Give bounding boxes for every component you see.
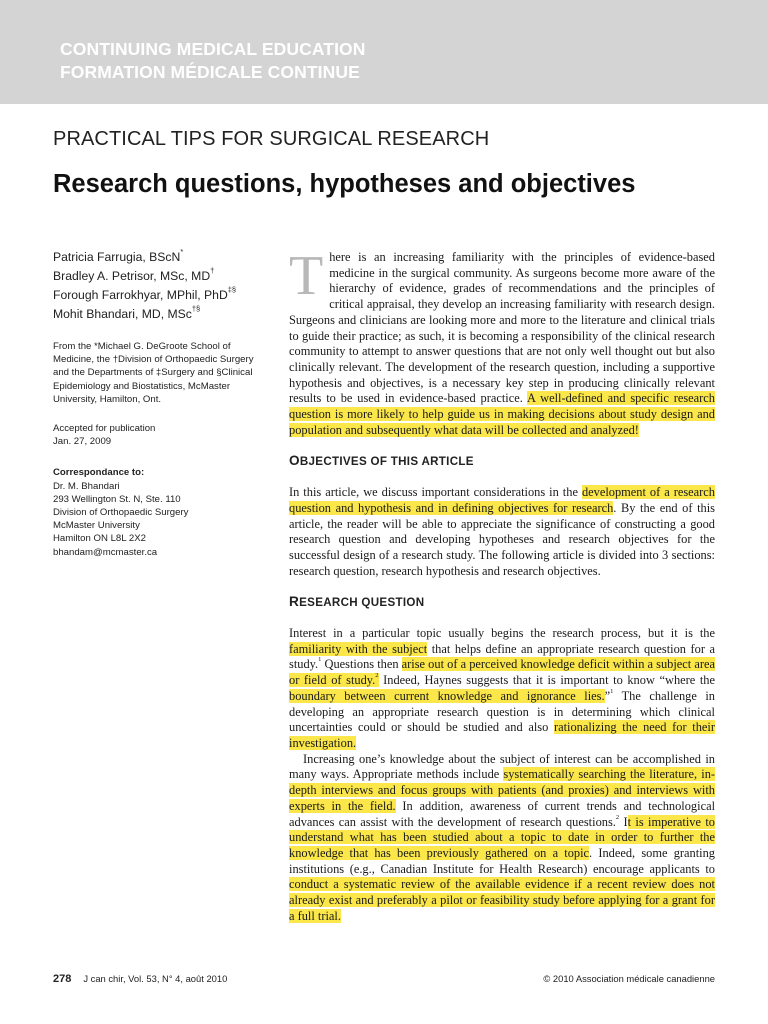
drop-cap: T <box>289 245 324 307</box>
author-list <box>53 248 268 324</box>
correspondence-line: Hamilton ON L8L 2X2 <box>53 533 146 545</box>
section-banner <box>0 0 768 104</box>
author-affiliation: From the *Michael G. DeGroote School of Medicine, the †Division of Orthopaedic Surgery and the Departments of ‡Surgery and §Clinical Epidemiology and Biostatistics, McMaster University, Hamilton, Ont. <box>53 341 254 405</box>
banner-title-french: FORMATION MÉDICALE CONTINUE <box>60 62 360 82</box>
reference-marker: 1 <box>318 656 322 664</box>
highlighted-text: t is imperative to understand what has been studied about a topic to date in order to further the knowledge that has been previously gathered on a topic <box>289 814 715 860</box>
correspondence-line: Division of Orthopaedic Surgery <box>53 507 189 519</box>
correspondence-email[interactable]: bhandam@mcmaster.ca <box>53 546 158 558</box>
author-sidebar <box>53 248 268 559</box>
correspondence-line: 293 Wellington St. N, Ste. 110 <box>53 493 181 505</box>
author-name: Bradley A. Petrisor, MSc, MD† <box>53 266 215 283</box>
correspondence-block <box>53 466 268 558</box>
footer-citation: 278 J can chir, Vol. 53, N° 4, août 2010 <box>53 973 228 985</box>
research-question-paragraph: Interest in a particular topic usually begins the research process, but it is the familiarity with the subject that helps define an appropriate research question for a study.$^1$ Questions then arise out of a perceived knowledge deficit within a subject area or field of study.$^2$ Indeed, Haynes suggests that it is important to know “where the boundary between current knowledge and ignorance lies.”$^1$ The challenge in developing an appropriate research question is in determining which clinical uncertainties could or should be studied and also rationalizing the need for their investigation. <box>289 626 715 750</box>
correspondence-line: McMaster University <box>53 520 140 532</box>
accepted-date: Accepted for publication Jan. 27, 2009 <box>53 423 156 448</box>
highlighted-text: familiarity with the subject <box>289 641 428 656</box>
highlighted-text: A well-defined and specific research question is more likely to help guide us in making decisions about study design and population and subsequently what data will be collected and analyzed! <box>289 391 716 437</box>
intro-paragraph: There is an increasing familiarity with the principles of evidence-based medicine in the surgical community. As surgeons become more aware of the hierarchy of evidence, grades of recommendations and the principles of critical appraisal, they develop an increasing familiarity with research design. Surgeons and clinicians are looking more and more to the literature and clinical trials to guide their practice; as such, it is becoming a responsibility of the clinical research community to attempt to answer questions that are not only well thought out but also clinically relevant. The development of the research question, including a supportive hypothesis and objectives, is a necessary key step in producing clinically relevant results to be used in evidence-based practice. A well-defined and specific research question is more likely to help guide us in making decisions about study design and population and subsequently what data will be collected and analyzed! <box>289 245 716 437</box>
objectives-paragraph: In this article, we discuss important considerations in the development of a research question and hypothesis and in defining objectives for research. By the end of this article, the reader will be able to appreciate the significance of constructing a good research question and developing hypotheses and research objectives for the successful design of a research study. The following article is divided into 3 sections: research question, research hypothesis and research objectives. <box>289 485 715 578</box>
reference-marker: 2 <box>615 813 620 821</box>
reference-marker: 2 <box>375 672 379 680</box>
author-name: Patricia Farrugia, BScN* <box>53 247 184 264</box>
author-name: Mohit Bhandari, MD, MSc†§ <box>53 304 201 321</box>
highlighted-text: conduct a systematic review of the available evidence if a recent review does not already exist and preferably a pilot or feasibility study before applying for a grant for a full trial. <box>289 877 715 923</box>
section-heading-objectives: OBJECTIVES OF THIS ARTICLE <box>289 453 474 469</box>
reference-marker: 1 <box>610 687 614 695</box>
correspondence-heading: Correspondance to: <box>53 467 145 479</box>
article-body <box>289 245 716 924</box>
highlighted-text: development of a research question and hypothesis and in defining objectives for research <box>289 485 715 515</box>
section-heading-research-question: RESEARCH QUESTION <box>289 594 425 610</box>
research-question-paragraph: Increasing one’s knowledge about the subject of interest can be accomplished in many ways. Appropriate methods include systematically searching the literature, in-depth interviews and focus groups with patients (and proxies) and interviews with experts in the field. In addition, awareness of current trends and technological advances can assist with the development of research questions.$^2$ It is imperative to understand what has been studied about a topic to date in order to further the knowledge that has been previously gathered on a topic. Indeed, some granting institutions (e.g., Canadian Institute for Health Research) encourage applicants to conduct a systematic review of the available evidence if a recent review does not already exist and preferably a pilot or feasibility study before applying for a grant for a full trial. <box>289 751 716 923</box>
highlighted-text: rationalizing the need for their investigation. <box>289 720 715 750</box>
highlighted-text: boundary between current knowledge and ignorance lies. <box>289 688 605 703</box>
correspondence-line: Dr. M. Bhandari <box>53 480 120 492</box>
article-title: Research questions, hypotheses and objectives <box>53 170 636 198</box>
banner-title-english: CONTINUING MEDICAL EDUCATION <box>60 39 366 59</box>
footer-copyright: © 2010 Association médicale canadienne <box>543 973 715 984</box>
series-title: PRACTICAL TIPS FOR SURGICAL RESEARCH <box>53 128 490 150</box>
highlighted-text: arise out of a perceived knowledge deficit within a subject area or field of study.$^2$ <box>289 657 715 688</box>
highlighted-text: systematically searching the literature, in-depth interviews and focus groups with patients (and proxies) and interviews with experts in the field. <box>289 767 716 813</box>
author-name: Forough Farrokhyar, MPhil, PhD‡§ <box>53 285 237 302</box>
page-number: 278 <box>53 973 72 985</box>
